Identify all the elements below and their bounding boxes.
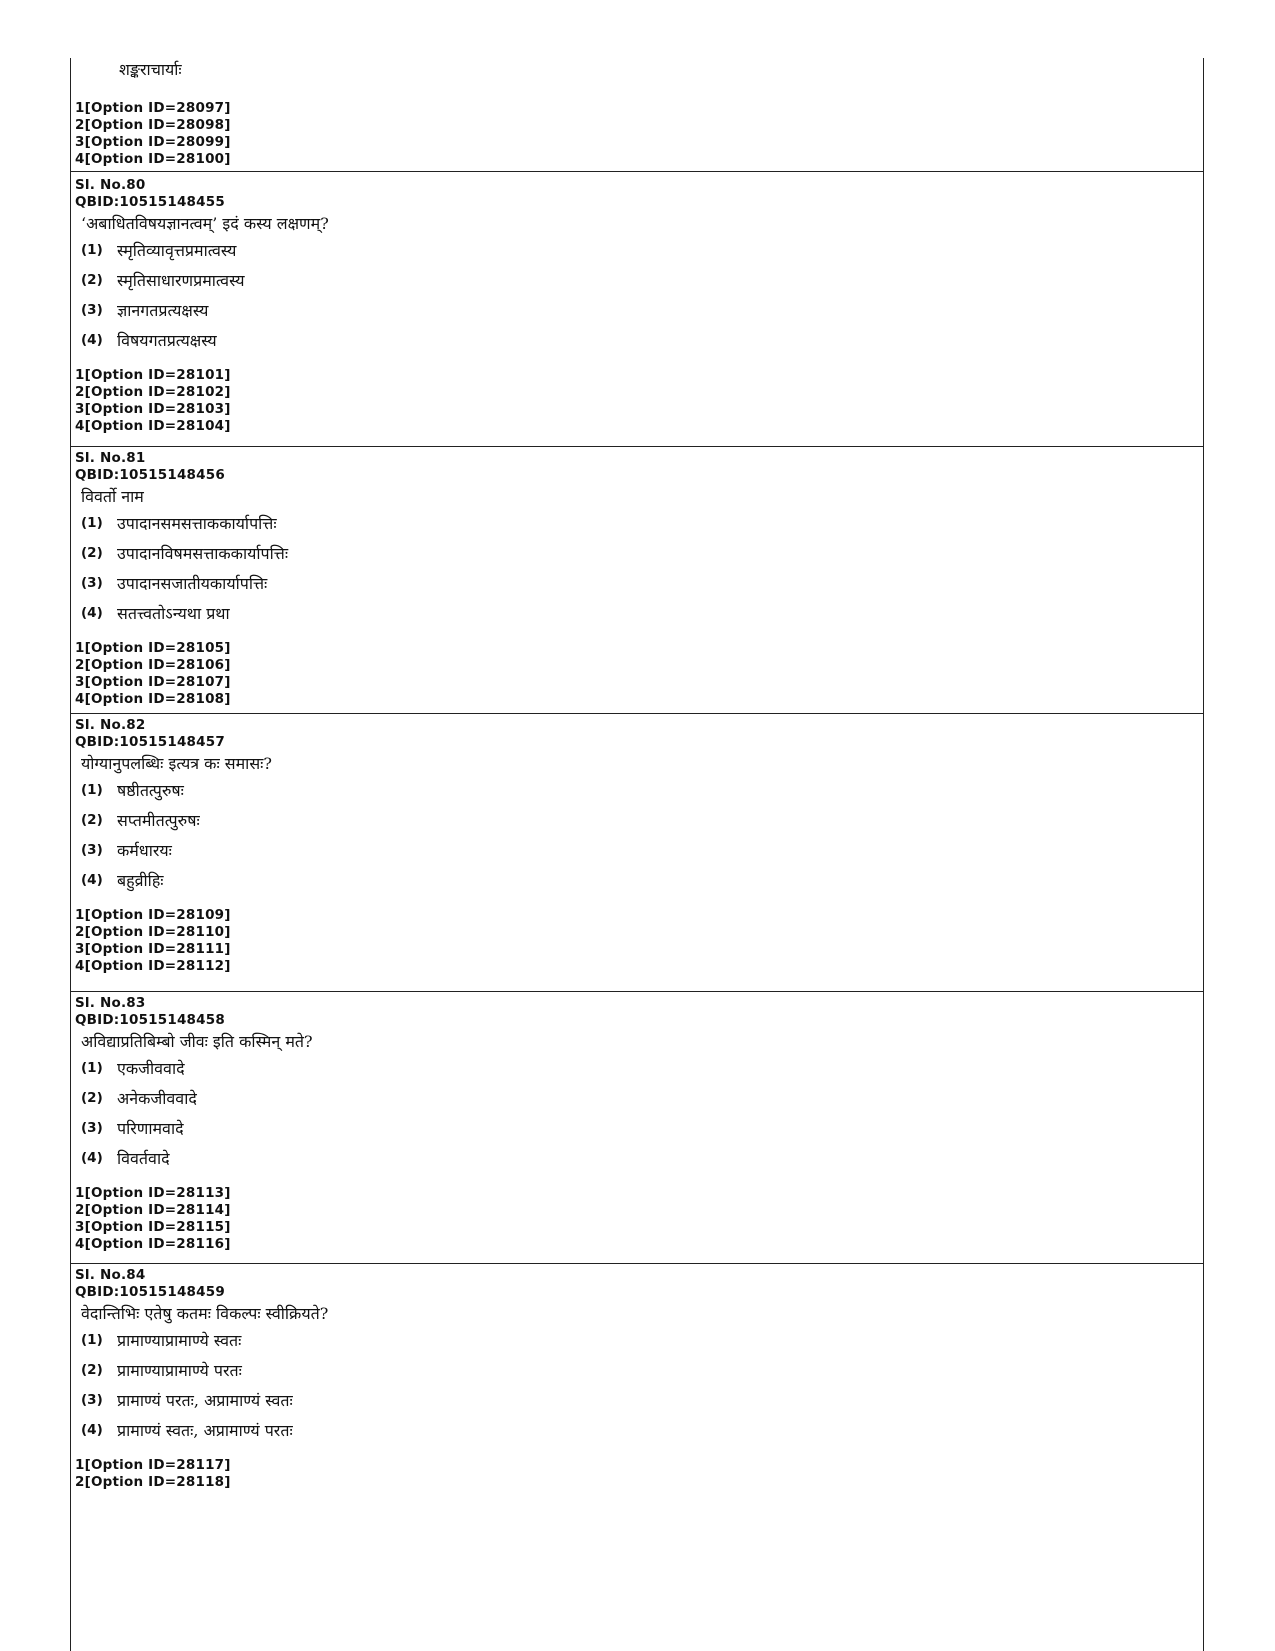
option-text: बहुव्रीहिः: [117, 871, 164, 890]
option-row: [75, 265, 1203, 295]
option-number: (4): [81, 1422, 103, 1438]
option-text: कर्मधारयः: [117, 841, 172, 860]
qbid: QBID:10515148458: [75, 1012, 225, 1028]
option-number: (4): [81, 332, 103, 348]
serial-number: Sl. No.84: [75, 1267, 146, 1283]
option-text: स्मृतिव्यावृत्तप्रमात्वस्य: [117, 241, 237, 260]
option-text: प्रामाण्यं परतः, अप्रामाण्यं स्वतः: [117, 1391, 293, 1410]
option-id: 3[Option ID=28115]: [75, 1219, 231, 1235]
option-number: (3): [81, 1120, 103, 1136]
question-stem: अविद्याप्रतिबिम्बो जीवः इति कस्मिन् मते?: [81, 1032, 313, 1051]
option-id-list: [75, 367, 1203, 435]
option-id-list: [75, 907, 1203, 975]
question-stem: विवर्तो नाम: [81, 487, 144, 506]
option-number: (3): [81, 575, 103, 591]
option-id: 1[Option ID=28113]: [75, 1185, 231, 1201]
option-id: 2[Option ID=28110]: [75, 924, 231, 940]
option-row: [75, 568, 1203, 598]
option-number: (4): [81, 605, 103, 621]
option-id: 2[Option ID=28106]: [75, 657, 231, 673]
question-block-80: [71, 177, 1203, 435]
option-text: सतत्त्वतोऽन्यथा प्रथा: [117, 604, 230, 623]
qbid: QBID:10515148455: [75, 194, 225, 210]
serial-number: Sl. No.81: [75, 450, 146, 466]
option-id: 3[Option ID=28099]: [75, 134, 231, 150]
option-text: एकजीववादे: [117, 1059, 185, 1078]
serial-number: Sl. No.80: [75, 177, 146, 193]
serial-number: Sl. No.83: [75, 995, 146, 1011]
option-text: सप्तमीतत्पुरुषः: [117, 811, 200, 830]
option-row: [75, 1143, 1203, 1173]
question-stem: योग्यानुपलब्धिः इत्यत्र कः समासः?: [81, 754, 272, 773]
option-text: स्मृतिसाधारणप्रमात्वस्य: [117, 271, 245, 290]
option-text: परिणामवादे: [117, 1119, 184, 1138]
question-block-81: [71, 450, 1203, 708]
option-row: [75, 235, 1203, 265]
option-row: [75, 775, 1203, 805]
option-row: [75, 1385, 1203, 1415]
option-text: विषयगतप्रत्यक्षस्य: [117, 331, 217, 350]
option-number: (2): [81, 545, 103, 561]
option-id: 1[Option ID=28109]: [75, 907, 231, 923]
question-divider: [71, 171, 1203, 172]
question-divider: [71, 713, 1203, 714]
option-number: (1): [81, 782, 103, 798]
option-id-list: [75, 1457, 1203, 1491]
option-id: 4[Option ID=28112]: [75, 958, 231, 974]
option-text: ज्ञानगतप्रत्यक्षस्य: [117, 301, 209, 320]
option-id: 4[Option ID=28100]: [75, 151, 231, 167]
option-id: 2[Option ID=28098]: [75, 117, 231, 133]
option-number: (1): [81, 515, 103, 531]
option-row: [75, 1083, 1203, 1113]
option-row: [75, 295, 1203, 325]
option-id-list: [75, 100, 1203, 168]
option-id-list: [75, 1185, 1203, 1253]
option-row: [75, 835, 1203, 865]
question-divider: [71, 991, 1203, 992]
option-id: 1[Option ID=28117]: [75, 1457, 231, 1473]
option-text: उपादानविषमसत्ताककार्यापत्तिः: [117, 544, 289, 563]
question-divider: [71, 446, 1203, 447]
question-stem: ‘अबाधितविषयज्ञानत्वम्’ इदं कस्य लक्षणम्?: [81, 214, 329, 233]
option-id: 2[Option ID=28118]: [75, 1474, 231, 1490]
option-number: (1): [81, 1060, 103, 1076]
option-text: प्रामाण्याप्रामाण्ये स्वतः: [117, 1331, 242, 1350]
option-text: अनेकजीववादे: [117, 1089, 197, 1108]
option-id: 3[Option ID=28103]: [75, 401, 231, 417]
option-number: (1): [81, 1332, 103, 1348]
option-text: विवर्तवादे: [117, 1149, 170, 1168]
option-row: [75, 1113, 1203, 1143]
option-id: 4[Option ID=28116]: [75, 1236, 231, 1252]
option-number: (3): [81, 842, 103, 858]
option-number: (2): [81, 1090, 103, 1106]
option-number: (3): [81, 302, 103, 318]
option-row: [75, 1053, 1203, 1083]
qbid: QBID:10515148456: [75, 467, 225, 483]
option-id: 3[Option ID=28107]: [75, 674, 231, 690]
option-number: (4): [81, 872, 103, 888]
option-text: उपादानसमसत्ताककार्यापत्तिः: [117, 514, 277, 533]
option-row: [75, 1355, 1203, 1385]
option-row: [75, 865, 1203, 895]
option-row: [75, 598, 1203, 628]
option-text: षष्ठीतत्पुरुषः: [117, 781, 184, 800]
question-block-82: [71, 717, 1203, 975]
option-text: प्रामाण्यं स्वतः, अप्रामाण्यं परतः: [117, 1421, 293, 1440]
option-row: [75, 805, 1203, 835]
option-id: 4[Option ID=28108]: [75, 691, 231, 707]
question-block-84: [71, 1267, 1203, 1491]
option-number: (3): [81, 1392, 103, 1408]
option-number: (2): [81, 272, 103, 288]
option-number: (2): [81, 812, 103, 828]
option-row: [75, 538, 1203, 568]
qbid: QBID:10515148457: [75, 734, 225, 750]
option-row: [75, 1415, 1203, 1445]
option-id-list: [75, 640, 1203, 708]
option-number: (4): [81, 1150, 103, 1166]
question-paper-frame: [70, 58, 1204, 1651]
option-row: [75, 508, 1203, 538]
question-stem: वेदान्तिभिः एतेषु कतमः विकल्पः स्वीक्रियते?: [81, 1304, 329, 1323]
option-id: 2[Option ID=28102]: [75, 384, 231, 400]
option-number: (2): [81, 1362, 103, 1378]
option-id: 1[Option ID=28097]: [75, 100, 231, 116]
option-id: 4[Option ID=28104]: [75, 418, 231, 434]
carryover-block: [71, 58, 1203, 168]
option-row: [75, 1325, 1203, 1355]
option-row: [75, 325, 1203, 355]
option-id: 3[Option ID=28111]: [75, 941, 231, 957]
option-number: (1): [81, 242, 103, 258]
option-text: उपादानसजातीयकार्यापत्तिः: [117, 574, 268, 593]
qbid: QBID:10515148459: [75, 1284, 225, 1300]
option-id: 1[Option ID=28105]: [75, 640, 231, 656]
option-id: 1[Option ID=28101]: [75, 367, 231, 383]
question-divider: [71, 1263, 1203, 1264]
option-text: प्रामाण्याप्रामाण्ये परतः: [117, 1361, 242, 1380]
carryover-answer-text: शङ्कराचार्याः: [119, 60, 182, 79]
question-block-83: [71, 995, 1203, 1253]
option-id: 2[Option ID=28114]: [75, 1202, 231, 1218]
serial-number: Sl. No.82: [75, 717, 146, 733]
